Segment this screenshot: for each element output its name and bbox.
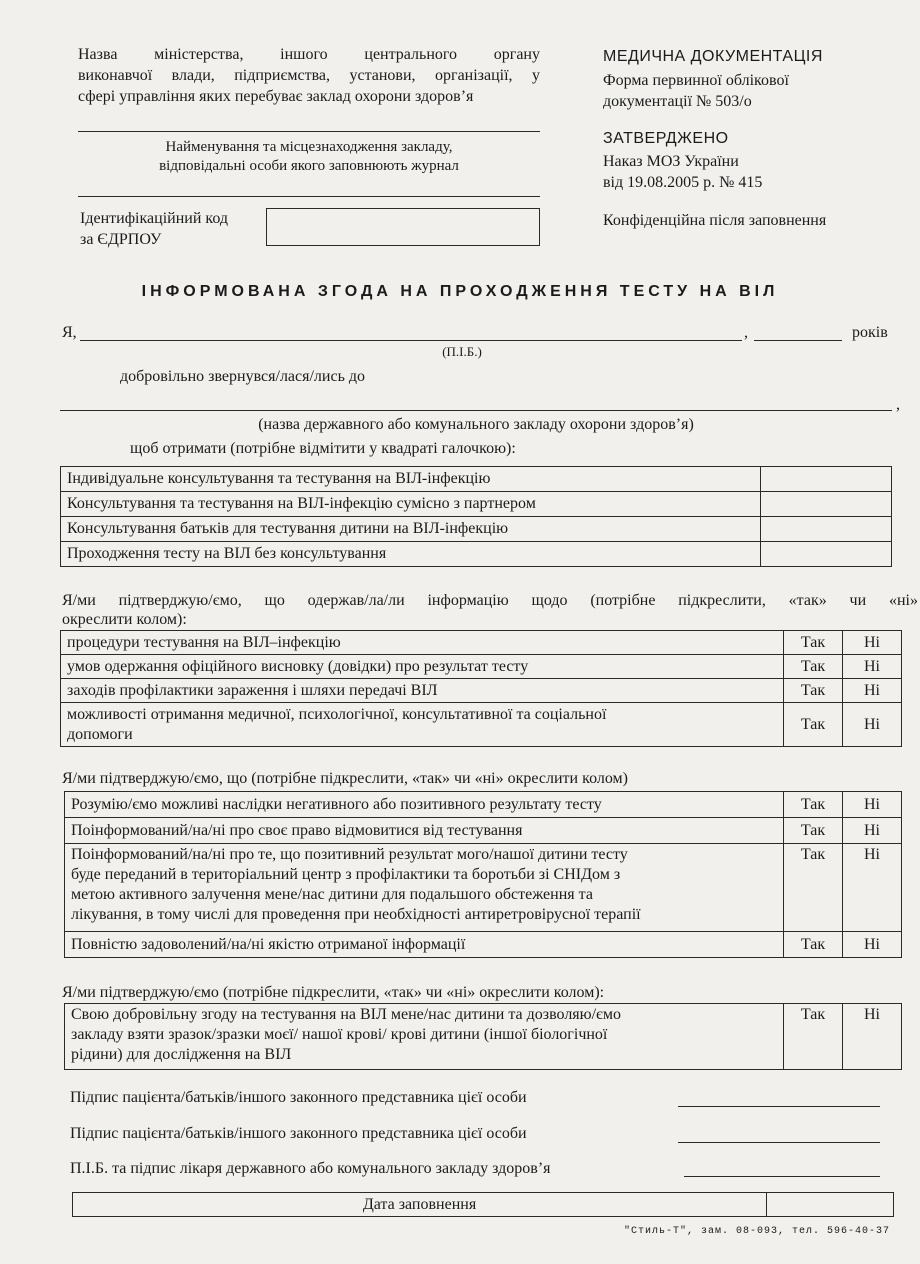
confirm-label: Повністю задоволений/на/ні якістю отриманої інформації [65, 932, 784, 958]
section2-intro-line-2: окреслити колом): [62, 611, 187, 628]
table-row [65, 1004, 902, 1070]
facility-hint-line-1: Найменування та місцезнаходження закладу, [165, 139, 453, 155]
approved-label: ЗАТВЕРДЖЕНО [603, 130, 729, 147]
yes-option[interactable]: Так [784, 932, 843, 958]
yes-option[interactable]: Так [784, 655, 843, 679]
applied-text: добровільно звернувся/лася/лись до [120, 368, 366, 385]
confirm-label-line: буде переданий в територіальний центр з профілактики та боротьби зі СНІДом з [71, 866, 621, 883]
confirm-label-line: Поінформований/на/ні про те, що позитивний результат мого/нашої дитини тесту [71, 846, 628, 863]
name-hint: (П.І.Б.) [442, 344, 482, 359]
section2-intro-line-1: Я/ми підтверджую/ємо, що одержав/ла/ли інформацію щодо (потрібне підкреслити, «так» чи «ні» [62, 592, 918, 609]
confirm-table [64, 791, 902, 958]
no-option[interactable]: Ні [843, 679, 902, 703]
form-line-2: документації № 503/о [603, 93, 752, 110]
order-line-2: від 19.08.2005 р. № 415 [603, 174, 763, 191]
order-line-1: Наказ МОЗ України [603, 153, 739, 170]
table-row [65, 818, 902, 844]
doctor-signature-line[interactable] [684, 1176, 880, 1177]
purpose-text: щоб отримати (потрібне відмітити у квадраті галочкою): [130, 440, 516, 457]
service-label: Консультування та тестування на ВІЛ-інфекцію сумісно з партнером [61, 492, 761, 517]
no-option[interactable]: Ні [843, 844, 902, 932]
yes-option[interactable]: Так [784, 679, 843, 703]
info-label: заходів профілактики зараження і шляхи передачі ВІЛ [61, 679, 784, 703]
info-table [60, 630, 902, 747]
info-label-line: можливості отримання медичної, психологічної, консультативної та соціальної [67, 705, 607, 723]
consent-label [65, 1004, 784, 1070]
facility-hint-line-2: відповідальні особи якого заповнюють журнал [159, 158, 459, 174]
no-option[interactable]: Ні [843, 1004, 902, 1070]
form-line-1: Форма первинної облікової [603, 72, 789, 89]
patient-signature-label-2: Підпис пацієнта/батьків/іншого законного представника цієї особи [70, 1125, 527, 1142]
name-comma: , [744, 324, 748, 341]
table-row [61, 703, 902, 747]
consent-label-line: закладу взяти зразок/зразки моєї/ нашої крові/ крові дитини (іншої біологічної [71, 1026, 608, 1043]
table-row [61, 679, 902, 703]
table-row [61, 517, 892, 542]
patient-signature-line-1[interactable] [678, 1106, 880, 1107]
edrpou-label-line-2: за ЄДРПОУ [80, 231, 162, 248]
yes-option[interactable]: Так [784, 1004, 843, 1070]
info-label: умов одержання офіційного висновку (довідки) про результат тесту [61, 655, 784, 679]
date-input[interactable] [767, 1193, 894, 1217]
ministry-line-3: сфері управління яких перебуває заклад охорони здоров’я [78, 88, 474, 105]
yes-option[interactable]: Так [784, 818, 843, 844]
edrpou-input-box[interactable] [266, 208, 540, 246]
service-checkbox[interactable] [761, 542, 892, 567]
yes-option[interactable]: Так [784, 792, 843, 818]
table-row [65, 844, 902, 932]
section4-intro: Я/ми підтверджую/ємо (потрібне підкреслити, «так» чи «ні» окреслити колом): [62, 984, 605, 1001]
service-checkbox[interactable] [761, 467, 892, 492]
edrpou-label-line-1: Ідентифікаційний код [80, 210, 229, 227]
ministry-line-1: Назва міністерства, іншого центрального органу [78, 46, 540, 63]
confirm-label-line: лікування, в тому числі для проведення при необхідності антиретровірусної терапії [71, 906, 641, 923]
years-label: років [852, 324, 888, 341]
page-title: ІНФОРМОВАНА ЗГОДА НА ПРОХОДЖЕННЯ ТЕСТУ НА ВІЛ [141, 283, 779, 300]
service-label: Проходження тесту на ВІЛ без консультування [61, 542, 761, 567]
doc-type-label: МЕДИЧНА ДОКУМЕНТАЦІЯ [603, 48, 823, 65]
confirm-label: Поінформований/на/ні про своє право відмовитися від тестування [65, 818, 784, 844]
consent-label-line: рідини) для дослідження на ВІЛ [71, 1046, 292, 1063]
service-checkbox[interactable] [761, 517, 892, 542]
facility-hint: (назва державного або комунального закладу охорони здоров’я) [258, 416, 694, 433]
patient-name-line[interactable] [80, 340, 742, 341]
no-option[interactable]: Ні [843, 631, 902, 655]
i-label: Я, [62, 324, 77, 341]
services-table [60, 466, 892, 567]
date-table [72, 1192, 894, 1217]
info-label [61, 703, 784, 747]
table-row [61, 492, 892, 517]
patient-age-line[interactable] [754, 340, 842, 341]
no-option[interactable]: Ні [843, 792, 902, 818]
facility-comma: , [896, 396, 900, 413]
service-label: Консультування батьків для тестування дитини на ВІЛ-інфекцію [61, 517, 761, 542]
no-option[interactable]: Ні [843, 703, 902, 747]
table-row [65, 932, 902, 958]
ministry-fill-line[interactable] [78, 131, 540, 132]
facility-fill-line[interactable] [78, 196, 540, 197]
ministry-line-2: виконавчої влади, підприємства, установи, організації, у [78, 67, 540, 84]
service-label: Індивідуальне консультування та тестування на ВІЛ-інфекцію [61, 467, 761, 492]
confirm-label: Розумію/ємо можливі наслідки негативного або позитивного результату тесту [65, 792, 784, 818]
patient-signature-line-2[interactable] [678, 1142, 880, 1143]
doctor-signature-label: П.І.Б. та підпис лікаря державного або комунального закладу здоров’я [70, 1160, 551, 1177]
confirm-label-line: метою активного залучення мене/нас дитини для подальшого обстеження та [71, 886, 593, 903]
facility-name-line[interactable] [60, 410, 892, 411]
service-checkbox[interactable] [761, 492, 892, 517]
no-option[interactable]: Ні [843, 655, 902, 679]
section3-intro: Я/ми підтверджую/ємо, що (потрібне підкреслити, «так» чи «ні» окреслити колом) [62, 770, 628, 787]
table-row [61, 655, 902, 679]
yes-option[interactable]: Так [784, 844, 843, 932]
table-row [61, 467, 892, 492]
yes-option[interactable]: Так [784, 631, 843, 655]
no-option[interactable]: Ні [843, 818, 902, 844]
table-row [61, 631, 902, 655]
info-label: процедури тестування на ВІЛ–інфекцію [61, 631, 784, 655]
date-label: Дата заповнення [73, 1193, 767, 1217]
confidential-label: Конфіденційна після заповнення [603, 212, 827, 229]
table-row [65, 792, 902, 818]
patient-signature-label-1: Підпис пацієнта/батьків/іншого законного представника цієї особи [70, 1089, 527, 1106]
no-option[interactable]: Ні [843, 932, 902, 958]
table-row [73, 1193, 894, 1217]
printer-imprint: "Стиль-Т", зам. 08-093, тел. 596-40-37 [623, 1226, 890, 1237]
info-label-line: допомоги [67, 725, 133, 743]
table-row [61, 542, 892, 567]
confirm-label [65, 844, 784, 932]
yes-option[interactable]: Так [784, 703, 843, 747]
consent-label-line: Свою добровільну згоду на тестування на ВІЛ мене/нас дитини та дозволяю/ємо [71, 1006, 622, 1023]
consent-table [64, 1003, 902, 1070]
